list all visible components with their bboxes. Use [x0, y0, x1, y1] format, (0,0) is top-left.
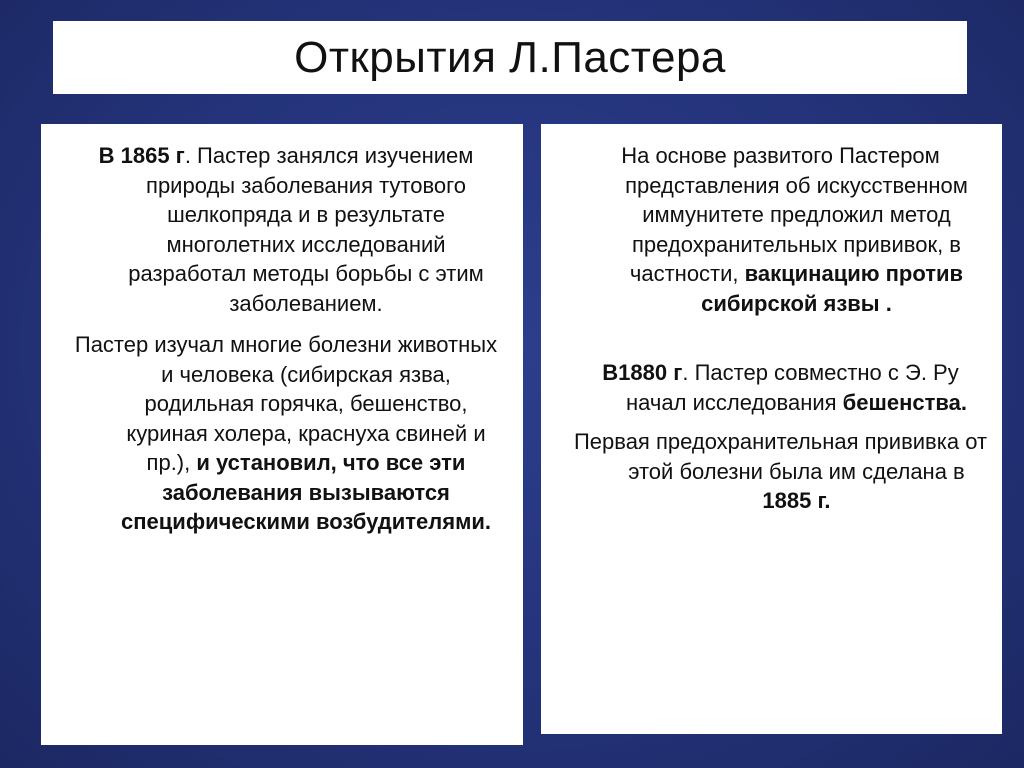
anthrax-vaccination-text: вакцинацию против сибирской язвы . [701, 261, 964, 316]
right-paragraph-1880 [569, 358, 992, 417]
right-paragraph-first-vaccine-text: Первая предохранительная прививка от этой болезни была им сделана в [573, 429, 988, 484]
left-paragraph-diseases-conclusion: и установил, что все эти заболевания вызываются специфическими возбудителями. [121, 450, 491, 534]
left-paragraph-diseases [69, 330, 503, 537]
year-1865-label: В 1865 г [98, 143, 185, 168]
left-paragraph-diseases-text: Пастер изучал многие болезни животных и человека (сибирская язва, родильная горячка, бешенство, куриная холера, краснуха свиней и пр.), [74, 332, 498, 475]
right-paragraph-immunity-text: На основе развитого Пастером представления об искусственном иммунитете предложил метод предохранительных прививок, в частности, [621, 143, 968, 286]
left-paragraph-1865 [69, 141, 503, 318]
left-paragraph-1865-text: . Пастер занялся изучением природы заболевания тутового шелкопряда и в результате многолетних исследований разработал методы борьбы с этим заболеванием. [128, 143, 484, 316]
slide-title: Открытия Л.Пастера [294, 32, 726, 82]
right-paragraph-1880-text: . Пастер совместно с Э. Ру начал исследования [626, 360, 959, 415]
title-bar [53, 21, 967, 94]
right-paragraph-first-vaccine [569, 427, 992, 516]
rabies-text: бешенства. [842, 389, 967, 415]
left-text-panel [41, 124, 523, 745]
year-1885-label: 1885 г. [762, 488, 831, 513]
right-text-panel [541, 124, 1002, 734]
year-1880-label: В1880 г [602, 360, 683, 385]
right-paragraph-immunity [569, 141, 992, 318]
